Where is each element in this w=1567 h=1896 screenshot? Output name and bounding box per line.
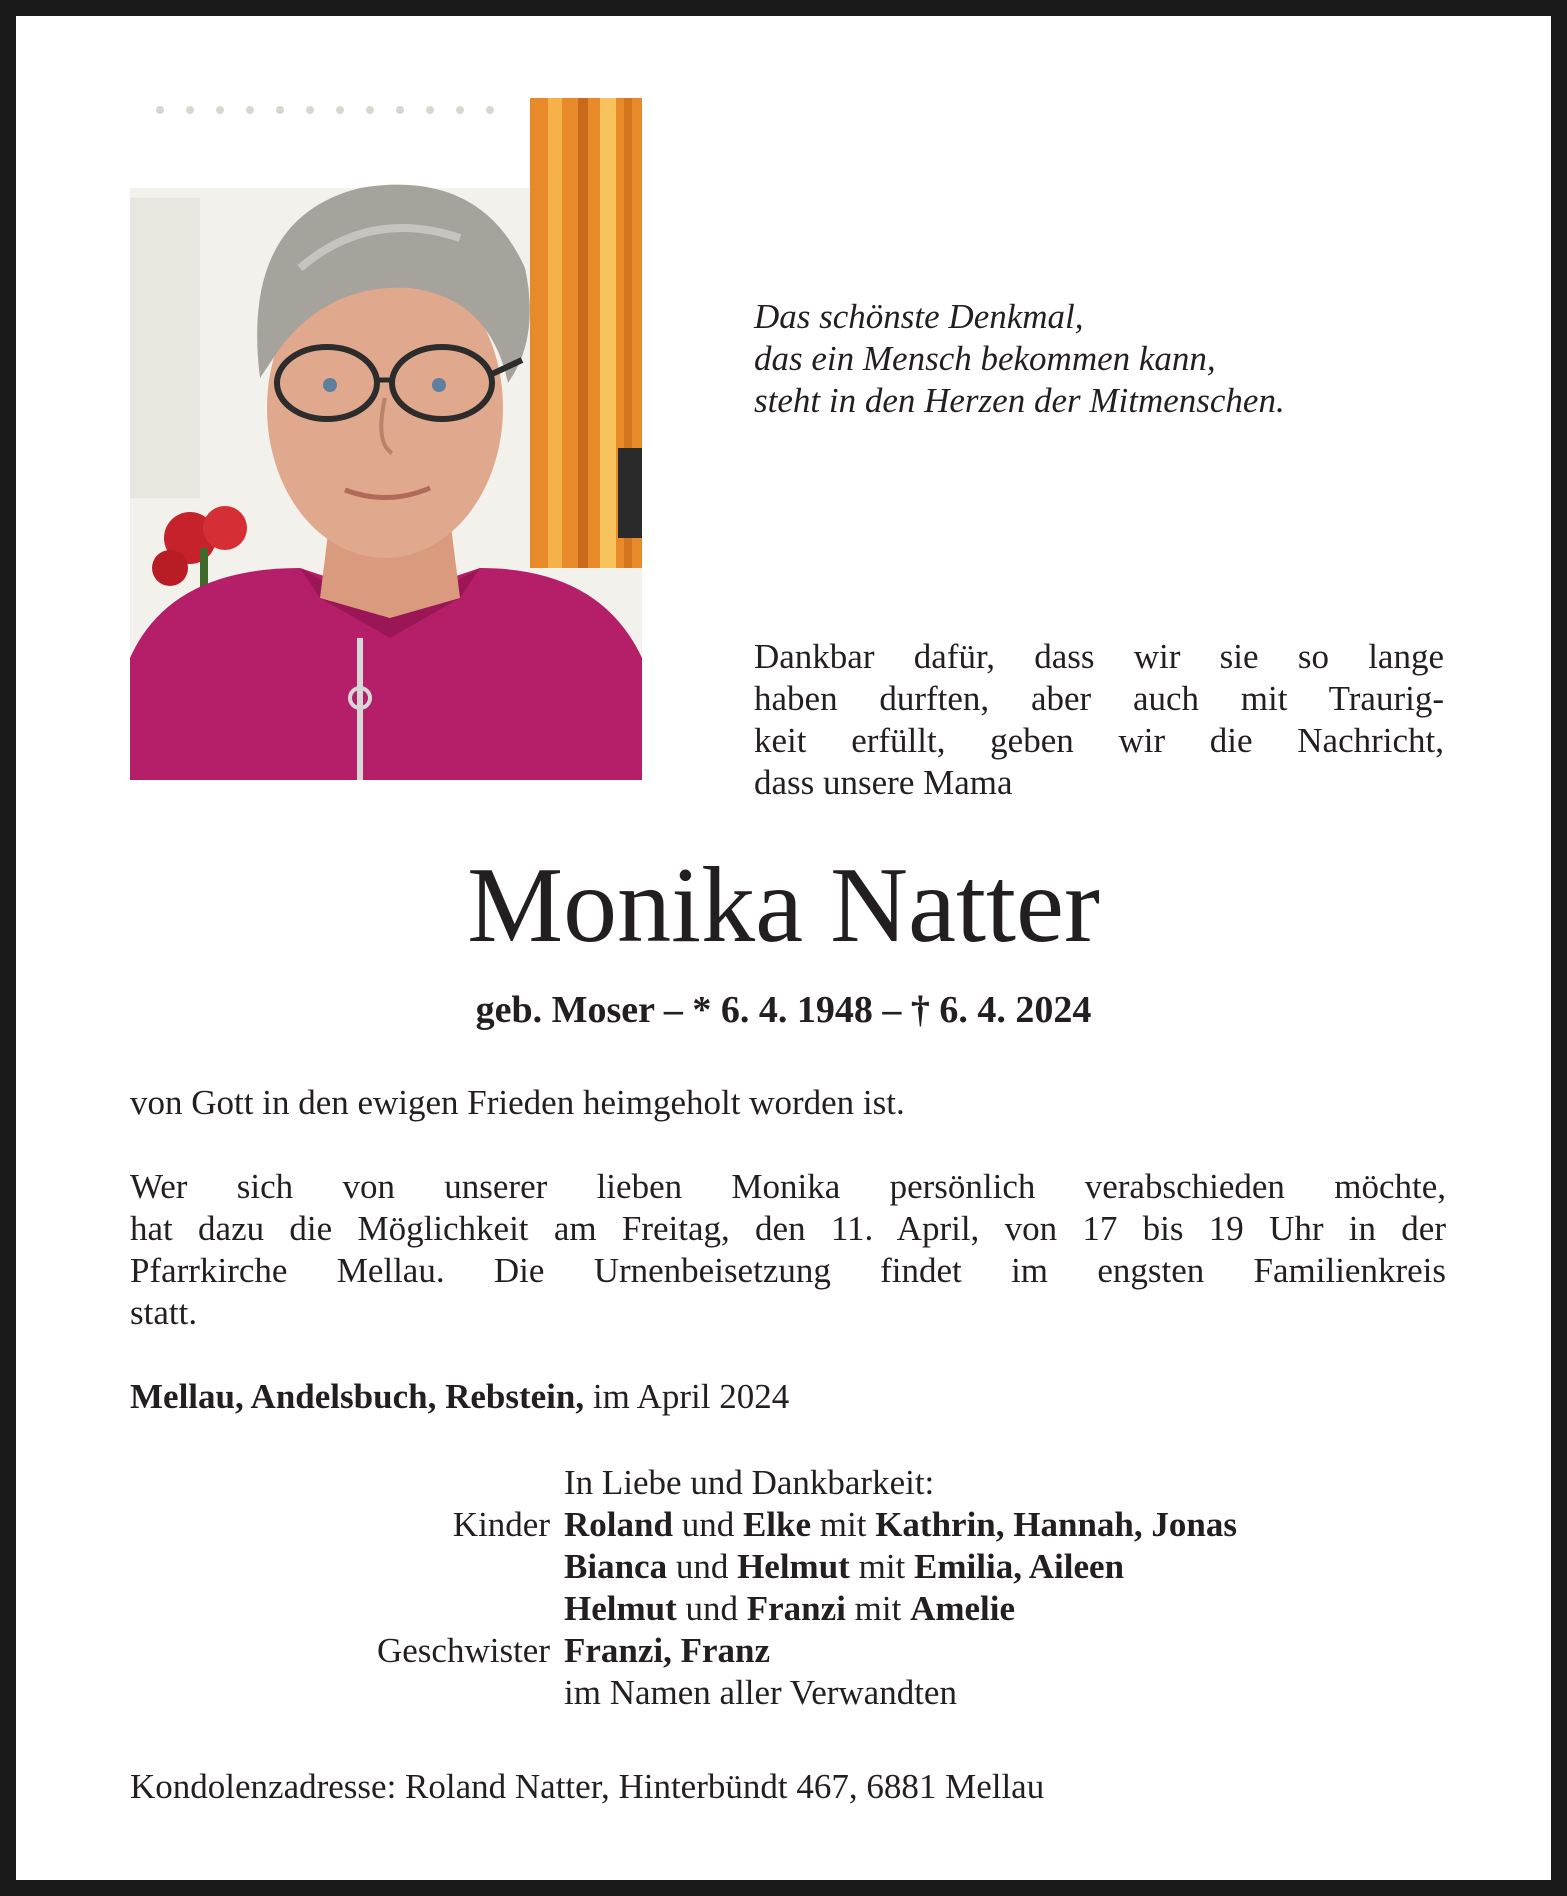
date: im April 2024	[584, 1377, 790, 1416]
portrait-photo	[130, 98, 642, 780]
paragraph-farewell	[130, 1166, 1446, 1334]
connector: und	[672, 1505, 743, 1544]
mourner-name: Roland	[564, 1505, 673, 1544]
connector: mit	[845, 1589, 911, 1628]
mourner-name: Helmut	[737, 1547, 850, 1586]
birth-death-dates: geb. Moser – * 6. 4. 1948 – † 6. 4. 2024	[475, 989, 1092, 1031]
grandchildren-names: Emilia, Aileen	[914, 1547, 1125, 1586]
farewell-line: Wer sich von unserer lieben Monika persönlich verabschieden möchte,	[130, 1167, 1446, 1206]
grandchildren-names: Kathrin, Hannah, Jonas	[875, 1505, 1237, 1544]
intro-text	[754, 636, 1444, 804]
mourner-row	[130, 1546, 1446, 1588]
grandchildren-names: Amelie	[910, 1589, 1016, 1628]
mourner-row	[130, 1630, 1446, 1672]
label-siblings: Geschwister	[376, 1631, 550, 1670]
farewell-line: statt.	[130, 1293, 198, 1332]
deceased-name: Monika Natter	[467, 846, 1100, 965]
siblings-names: Franzi, Franz	[564, 1631, 771, 1670]
intro-line: Dankbar dafür, dass wir sie so lange	[754, 637, 1444, 676]
label-children: Kinder	[452, 1505, 550, 1544]
mourner-name: Elke	[742, 1505, 812, 1544]
place-date-line	[130, 1376, 1446, 1418]
quote-line: steht in den Herzen der Mitmenschen.	[754, 381, 1285, 420]
paragraph-peace: von Gott in den ewigen Frieden heimgeholt worden ist.	[130, 1083, 905, 1122]
farewell-line: Pfarrkirche Mellau. Die Urnenbeisetzung findet im engsten Familienkreis	[130, 1251, 1446, 1290]
places: Mellau, Andelsbuch, Rebstein,	[130, 1377, 585, 1416]
mourners-heading: In Liebe und Dankbarkeit:	[564, 1463, 935, 1502]
intro-line: dass unsere Mama	[754, 763, 1013, 802]
portrait-illustration	[130, 98, 642, 780]
connector: und	[676, 1589, 747, 1628]
farewell-line: hat dazu die Möglichkeit am Freitag, den 11. April, von 17 bis 19 Uhr in der	[130, 1209, 1446, 1248]
quote-line: Das schönste Denkmal,	[754, 297, 1084, 336]
connector: und	[667, 1547, 738, 1586]
mourner-name: Bianca	[564, 1547, 668, 1586]
quote-line: das ein Mensch bekommen kann,	[754, 339, 1216, 378]
condolence-address: Kondolenzadresse: Roland Natter, Hinterbündt 467, 6881 Mellau	[130, 1767, 1045, 1806]
mourner-name: Helmut	[564, 1589, 677, 1628]
connector: mit	[849, 1547, 915, 1586]
mourner-row	[130, 1588, 1446, 1630]
intro-line: keit erfüllt, geben wir die Nachricht,	[754, 721, 1444, 760]
connector: mit	[811, 1505, 876, 1544]
intro-line: haben durften, aber auch mit Traurig-	[754, 679, 1444, 718]
relatives-closing: im Namen aller Verwandten	[564, 1673, 957, 1712]
memorial-quote	[754, 296, 1514, 422]
mourners-list	[130, 1462, 1446, 1714]
mourner-name: Franzi	[746, 1589, 846, 1628]
mourner-row	[130, 1504, 1446, 1546]
